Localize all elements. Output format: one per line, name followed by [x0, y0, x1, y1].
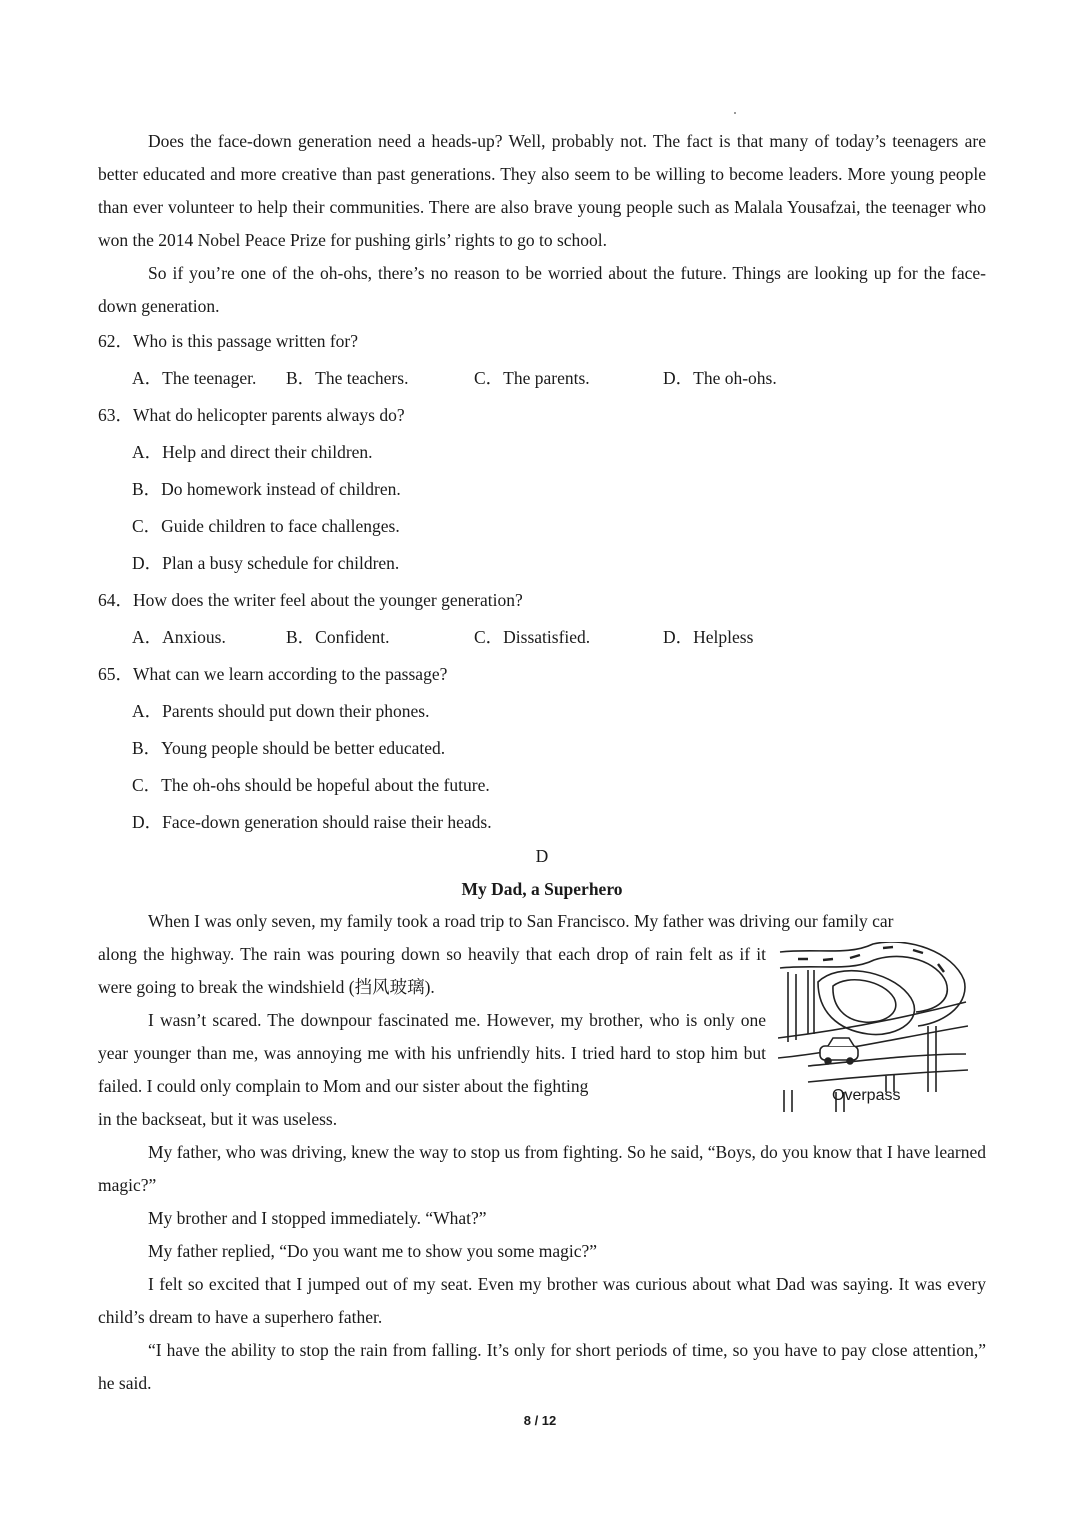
options-row: [132, 360, 986, 397]
option-a: A．Anxious.: [132, 627, 226, 647]
section-letter: D: [535, 846, 549, 866]
passage-d-paragraph-5: My father replied, “Do you want me to show you some magic?”: [148, 1241, 598, 1261]
stray-mark: [734, 112, 736, 114]
option-d: D．The oh-ohs.: [663, 368, 777, 388]
options-row: [132, 619, 986, 656]
option-d: D．Plan a busy schedule for children.: [132, 553, 400, 573]
passage-c-paragraph-2: So if you’re one of the oh-ohs, there’s no reason to be worried about the future. Things are looking up for the face-down generation.: [98, 263, 986, 316]
option-c: C．The parents.: [474, 368, 590, 388]
passage-d-paragraph-7: “I have the ability to stop the rain from falling. It’s only for short periods of time, so you have to pay close attention,” he said.: [98, 1340, 986, 1393]
option-d: D．Helpless: [663, 627, 754, 647]
option-a: A．The teenager.: [132, 368, 257, 388]
passage-d-paragraph-1-line-1: When I was only seven, my family took a road trip to San Francisco. My father was driving our family car: [148, 911, 894, 931]
question-65: [98, 656, 986, 841]
passage-d-paragraph-2: I wasn’t scared. The downpour fascinated me. However, my brother, who is only one year younger than me, was annoying me with his unfriendly hits. I tried hard to stop him but failed. I could only complain to Mom and our sister about the fighting: [98, 1010, 766, 1096]
passage-d-paragraph-3: My father, who was driving, knew the way to stop us from fighting. So he said, “Boys, do you know that I have learned magic?”: [98, 1142, 986, 1195]
option-c: C．The oh-ohs should be hopeful about the future.: [132, 775, 490, 795]
option-b: B．Young people should be better educated.: [132, 738, 446, 758]
passage-d-paragraph-2-tail: in the backseat, but it was useless.: [98, 1109, 338, 1129]
passage-d-paragraph-4: My brother and I stopped immediately. “What?”: [148, 1208, 487, 1228]
option-a: A．Help and direct their children.: [132, 442, 373, 462]
question-63: [98, 397, 986, 582]
question-stem: 64．How does the writer feel about the younger generation?: [98, 590, 523, 610]
option-c: C．Guide children to face challenges.: [132, 516, 400, 536]
option-c: C．Dissatisfied.: [474, 627, 591, 647]
overpass-caption: Overpass: [832, 1087, 901, 1104]
option-a: A．Parents should put down their phones.: [132, 701, 430, 721]
question-stem: 62．Who is this passage written for?: [98, 331, 359, 351]
exam-page: [98, 125, 986, 1400]
option-b: B．Confident.: [286, 627, 390, 647]
passage-c-paragraph-1: Does the face-down generation need a heads-up? Well, probably not. The fact is that many of today’s teenagers are better educated and more creative than past generations. They also seem to be willing to become leaders. More young people than ever volunteer to help their communities. There are also brave young people such as Malala Yousafzai, the teenager who won the 2014 Nobel Peace Prize for pushing girls’ rights to go to school.: [98, 131, 986, 250]
page-number: 8 / 12: [523, 1413, 557, 1428]
question-stem: 65．What can we learn according to the passage?: [98, 664, 448, 684]
passage-title: My Dad, a Superhero: [461, 879, 623, 899]
question-64: [98, 582, 986, 656]
passage-d-paragraph-6: I felt so excited that I jumped out of my seat. Even my brother was curious about what Dad was saying. It was every child’s dream to have a superhero father.: [98, 1274, 986, 1327]
option-d: D．Face-down generation should raise their heads.: [132, 812, 492, 832]
question-62: [98, 323, 986, 397]
option-b: B．The teachers.: [286, 368, 409, 388]
passage-d-paragraph-1-wrap: along the highway. The rain was pouring down so heavily that each drop of rain felt as if it were going to break the windshield (挡风玻璃).: [98, 944, 766, 997]
option-b: B．Do homework instead of children.: [132, 479, 401, 499]
question-stem: 63．What do helicopter parents always do?: [98, 405, 405, 425]
